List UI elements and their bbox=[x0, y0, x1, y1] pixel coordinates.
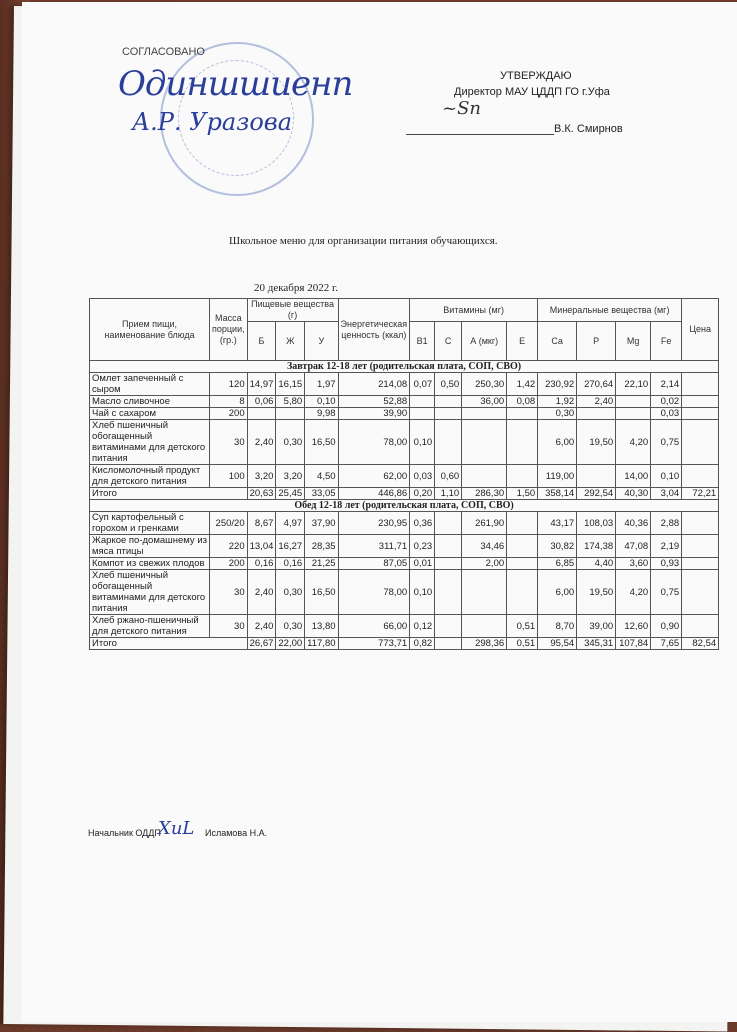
cell-value: 0,30 bbox=[276, 420, 305, 465]
header-sub: Б bbox=[247, 322, 276, 361]
approval-right-position: Директор МАУ ЦДДП ГО г.Уфа bbox=[454, 86, 610, 98]
cell-value: 0,16 bbox=[247, 558, 276, 570]
cell-value: 9,98 bbox=[305, 408, 338, 420]
header-energy: Энергетическая ценность (ккал) bbox=[338, 299, 410, 361]
cell-value: 16,50 bbox=[305, 420, 338, 465]
cell-value: 0,30 bbox=[538, 408, 577, 420]
cell-value: 311,71 bbox=[338, 535, 410, 558]
cell-value: 82,54 bbox=[682, 638, 719, 650]
table-row bbox=[90, 408, 719, 420]
cell-value: 214,08 bbox=[338, 373, 410, 396]
cell-value: 39,90 bbox=[338, 408, 410, 420]
cell-value: 2,40 bbox=[247, 615, 276, 638]
dish-name: Жаркое по-домашнему из мяса птицы bbox=[90, 535, 210, 558]
cell-value: 2,19 bbox=[651, 535, 682, 558]
cell-value bbox=[682, 512, 719, 535]
cell-value bbox=[577, 408, 616, 420]
cell-value bbox=[462, 570, 507, 615]
cell-value: 0,10 bbox=[410, 570, 435, 615]
cell-value: 0,50 bbox=[435, 373, 462, 396]
cell-value bbox=[682, 408, 719, 420]
dish-name: Итого bbox=[90, 638, 248, 650]
header-sub: Ж bbox=[276, 322, 305, 361]
header-mass: Масса порции, (гр.) bbox=[210, 299, 248, 361]
cell-value: 4,20 bbox=[616, 420, 651, 465]
total-row bbox=[90, 488, 719, 500]
dish-name: Итого bbox=[90, 488, 248, 500]
cell-value: 0,60 bbox=[435, 465, 462, 488]
cell-value: 30 bbox=[210, 570, 248, 615]
cell-value: 0,51 bbox=[507, 615, 538, 638]
cell-value: 2,00 bbox=[462, 558, 507, 570]
cell-value: 5,80 bbox=[276, 396, 305, 408]
cell-value bbox=[682, 535, 719, 558]
cell-value: 0,10 bbox=[651, 465, 682, 488]
cell-value: 3,20 bbox=[247, 465, 276, 488]
cell-value: 0,10 bbox=[410, 420, 435, 465]
cell-value: 2,40 bbox=[247, 420, 276, 465]
section-title: Обед 12-18 лет (родительская плата, СОП, СВО) bbox=[90, 500, 719, 512]
header-vitamins: Витамины (мг) bbox=[410, 299, 538, 322]
cell-value: 33,05 bbox=[305, 488, 338, 500]
cell-value: 0,16 bbox=[276, 558, 305, 570]
cell-value bbox=[410, 396, 435, 408]
cell-value: 108,03 bbox=[577, 512, 616, 535]
cell-value bbox=[435, 638, 462, 650]
cell-value: 1,10 bbox=[435, 488, 462, 500]
cell-value: 8,70 bbox=[538, 615, 577, 638]
cell-value: 220 bbox=[210, 535, 248, 558]
cell-value: 43,17 bbox=[538, 512, 577, 535]
dish-name: Хлеб ржано-пшеничный для детского питания bbox=[90, 615, 210, 638]
cell-value: 22,00 bbox=[276, 638, 305, 650]
cell-value: 62,00 bbox=[338, 465, 410, 488]
cell-value: 28,35 bbox=[305, 535, 338, 558]
cell-value bbox=[507, 420, 538, 465]
cell-value: 0,23 bbox=[410, 535, 435, 558]
cell-value: 200 bbox=[210, 558, 248, 570]
header-sub: Са bbox=[538, 322, 577, 361]
cell-value: 0,82 bbox=[410, 638, 435, 650]
header-sub: А (мкг) bbox=[462, 322, 507, 361]
cell-value: 1,50 bbox=[507, 488, 538, 500]
cell-value bbox=[507, 535, 538, 558]
handwritten-signature-right: ~Sn bbox=[442, 98, 482, 119]
cell-value: 16,27 bbox=[276, 535, 305, 558]
cell-value: 21,25 bbox=[305, 558, 338, 570]
handwritten-signature-left: Одиншшиенп bbox=[118, 64, 353, 104]
header-price: Цена bbox=[682, 299, 719, 361]
cell-value: 8 bbox=[210, 396, 248, 408]
cell-value: 78,00 bbox=[338, 420, 410, 465]
header-sub: С bbox=[435, 322, 462, 361]
dish-name: Чай с сахаром bbox=[90, 408, 210, 420]
cell-value: 0,93 bbox=[651, 558, 682, 570]
cell-value: 107,84 bbox=[616, 638, 651, 650]
cell-value bbox=[462, 465, 507, 488]
cell-value bbox=[507, 512, 538, 535]
approval-left-label: СОГЛАСОВАНО bbox=[122, 46, 205, 58]
cell-value: 40,30 bbox=[616, 488, 651, 500]
dish-name: Омлет запеченный с сыром bbox=[90, 373, 210, 396]
cell-value: 2,14 bbox=[651, 373, 682, 396]
cell-value: 0,12 bbox=[410, 615, 435, 638]
cell-value: 26,67 bbox=[247, 638, 276, 650]
total-row bbox=[90, 638, 719, 650]
cell-value bbox=[247, 408, 276, 420]
cell-value: 0,90 bbox=[651, 615, 682, 638]
cell-value: 13,80 bbox=[305, 615, 338, 638]
cell-value bbox=[435, 558, 462, 570]
cell-value: 345,31 bbox=[577, 638, 616, 650]
cell-value bbox=[616, 396, 651, 408]
cell-value: 0,75 bbox=[651, 570, 682, 615]
cell-value: 0,30 bbox=[276, 615, 305, 638]
document-date: 20 декабря 2022 г. bbox=[254, 282, 338, 294]
cell-value: 0,01 bbox=[410, 558, 435, 570]
header-sub: Е bbox=[507, 322, 538, 361]
cell-value: 34,46 bbox=[462, 535, 507, 558]
header-sub: Mg bbox=[616, 322, 651, 361]
cell-value: 0,08 bbox=[507, 396, 538, 408]
table-row bbox=[90, 570, 719, 615]
cell-value bbox=[682, 396, 719, 408]
approval-right-label: УТВЕРЖДАЮ bbox=[500, 70, 572, 82]
cell-value: 174,38 bbox=[577, 535, 616, 558]
cell-value bbox=[682, 420, 719, 465]
cell-value: 286,30 bbox=[462, 488, 507, 500]
cell-value bbox=[462, 408, 507, 420]
cell-value: 120 bbox=[210, 373, 248, 396]
cell-value bbox=[410, 408, 435, 420]
cell-value: 358,14 bbox=[538, 488, 577, 500]
footer-position: Начальник ОДДП bbox=[88, 828, 161, 838]
cell-value bbox=[435, 535, 462, 558]
cell-value: 95,54 bbox=[538, 638, 577, 650]
cell-value: 773,71 bbox=[338, 638, 410, 650]
cell-value: 0,10 bbox=[305, 396, 338, 408]
footer-name: Исламова Н.А. bbox=[205, 828, 268, 838]
cell-value: 72,21 bbox=[682, 488, 719, 500]
cell-value: 14,97 bbox=[247, 373, 276, 396]
cell-value: 4,50 bbox=[305, 465, 338, 488]
cell-value: 230,95 bbox=[338, 512, 410, 535]
menu-table bbox=[89, 298, 719, 650]
cell-value: 0,36 bbox=[410, 512, 435, 535]
cell-value bbox=[435, 396, 462, 408]
cell-value: 2,40 bbox=[577, 396, 616, 408]
header-minerals: Минеральные вещества (мг) bbox=[538, 299, 682, 322]
table-row bbox=[90, 535, 719, 558]
cell-value: 13,04 bbox=[247, 535, 276, 558]
table-row bbox=[90, 615, 719, 638]
cell-value: 78,00 bbox=[338, 570, 410, 615]
approval-right-name: В.К. Смирнов bbox=[554, 123, 623, 135]
cell-value: 0,03 bbox=[410, 465, 435, 488]
cell-value: 30,82 bbox=[538, 535, 577, 558]
cell-value: 40,36 bbox=[616, 512, 651, 535]
cell-value bbox=[507, 570, 538, 615]
cell-value: 36,00 bbox=[462, 396, 507, 408]
signature-line bbox=[406, 134, 554, 135]
cell-value: 0,75 bbox=[651, 420, 682, 465]
cell-value: 2,88 bbox=[651, 512, 682, 535]
cell-value: 66,00 bbox=[338, 615, 410, 638]
cell-value: 25,45 bbox=[276, 488, 305, 500]
dish-name: Масло сливочное bbox=[90, 396, 210, 408]
cell-value: 117,80 bbox=[305, 638, 338, 650]
dish-name: Суп картофельный с горохом и гренками bbox=[90, 512, 210, 535]
cell-value: 12,60 bbox=[616, 615, 651, 638]
header-sub: Fe bbox=[651, 322, 682, 361]
cell-value: 8,67 bbox=[247, 512, 276, 535]
cell-value: 250/20 bbox=[210, 512, 248, 535]
cell-value: 1,97 bbox=[305, 373, 338, 396]
cell-value: 2,40 bbox=[247, 570, 276, 615]
cell-value: 100 bbox=[210, 465, 248, 488]
cell-value: 250,30 bbox=[462, 373, 507, 396]
table-row bbox=[90, 420, 719, 465]
cell-value: 47,08 bbox=[616, 535, 651, 558]
cell-value: 6,85 bbox=[538, 558, 577, 570]
dish-name: Хлеб пшеничный обогащенный витаминами для детского питания bbox=[90, 570, 210, 615]
cell-value bbox=[577, 465, 616, 488]
cell-value: 119,00 bbox=[538, 465, 577, 488]
document-title: Школьное меню для организации питания обучающихся. bbox=[229, 235, 498, 247]
cell-value bbox=[682, 373, 719, 396]
cell-value: 0,07 bbox=[410, 373, 435, 396]
header-nutrients: Пищевые вещества (г) bbox=[247, 299, 338, 322]
cell-value: 298,36 bbox=[462, 638, 507, 650]
dish-name: Компот из свежих плодов bbox=[90, 558, 210, 570]
header-meal: Прием пищи, наименование блюда bbox=[90, 299, 210, 361]
cell-value: 0,20 bbox=[410, 488, 435, 500]
table-row bbox=[90, 558, 719, 570]
dish-name: Хлеб пшеничный обогащенный витаминами для детского питания bbox=[90, 420, 210, 465]
table-row bbox=[90, 465, 719, 488]
cell-value bbox=[435, 420, 462, 465]
cell-value: 3,20 bbox=[276, 465, 305, 488]
table-row bbox=[90, 396, 719, 408]
approval-left-signature: А.Р. Уразова bbox=[132, 108, 293, 136]
cell-value bbox=[276, 408, 305, 420]
cell-value: 230,92 bbox=[538, 373, 577, 396]
cell-value bbox=[682, 558, 719, 570]
cell-value: 4,40 bbox=[577, 558, 616, 570]
cell-value: 3,60 bbox=[616, 558, 651, 570]
cell-value bbox=[507, 558, 538, 570]
cell-value bbox=[435, 615, 462, 638]
cell-value: 22,10 bbox=[616, 373, 651, 396]
cell-value: 7,65 bbox=[651, 638, 682, 650]
cell-value bbox=[682, 465, 719, 488]
table-row bbox=[90, 512, 719, 535]
cell-value: 0,02 bbox=[651, 396, 682, 408]
cell-value: 20,63 bbox=[247, 488, 276, 500]
cell-value: 1,92 bbox=[538, 396, 577, 408]
cell-value bbox=[507, 465, 538, 488]
cell-value: 52,88 bbox=[338, 396, 410, 408]
cell-value: 6,00 bbox=[538, 420, 577, 465]
cell-value: 39,00 bbox=[577, 615, 616, 638]
cell-value: 261,90 bbox=[462, 512, 507, 535]
cell-value bbox=[435, 570, 462, 615]
cell-value: 1,42 bbox=[507, 373, 538, 396]
cell-value: 87,05 bbox=[338, 558, 410, 570]
cell-value: 446,86 bbox=[338, 488, 410, 500]
cell-value bbox=[616, 408, 651, 420]
header-sub: Р bbox=[577, 322, 616, 361]
cell-value: 6,00 bbox=[538, 570, 577, 615]
header-sub: B1 bbox=[410, 322, 435, 361]
cell-value: 19,50 bbox=[577, 420, 616, 465]
cell-value bbox=[435, 408, 462, 420]
cell-value: 0,30 bbox=[276, 570, 305, 615]
cell-value: 3,04 bbox=[651, 488, 682, 500]
cell-value bbox=[462, 420, 507, 465]
table-row bbox=[90, 373, 719, 396]
cell-value: 14,00 bbox=[616, 465, 651, 488]
cell-value: 292,54 bbox=[577, 488, 616, 500]
cell-value: 37,90 bbox=[305, 512, 338, 535]
cell-value: 30 bbox=[210, 615, 248, 638]
cell-value bbox=[435, 512, 462, 535]
header-sub: У bbox=[305, 322, 338, 361]
cell-value: 16,15 bbox=[276, 373, 305, 396]
cell-value: 0,51 bbox=[507, 638, 538, 650]
section-title: Завтрак 12-18 лет (родительская плата, СОП, СВО) bbox=[90, 361, 719, 373]
cell-value: 0,03 bbox=[651, 408, 682, 420]
cell-value: 16,50 bbox=[305, 570, 338, 615]
cell-value bbox=[682, 615, 719, 638]
cell-value: 4,20 bbox=[616, 570, 651, 615]
cell-value: 4,97 bbox=[276, 512, 305, 535]
cell-value bbox=[682, 570, 719, 615]
cell-value: 0,06 bbox=[247, 396, 276, 408]
cell-value: 270,64 bbox=[577, 373, 616, 396]
cell-value: 30 bbox=[210, 420, 248, 465]
cell-value: 19,50 bbox=[577, 570, 616, 615]
cell-value bbox=[507, 408, 538, 420]
dish-name: Кисломолочный продукт для детского питания bbox=[90, 465, 210, 488]
cell-value bbox=[462, 615, 507, 638]
footer-signature: ХиL bbox=[158, 818, 195, 839]
cell-value: 200 bbox=[210, 408, 248, 420]
